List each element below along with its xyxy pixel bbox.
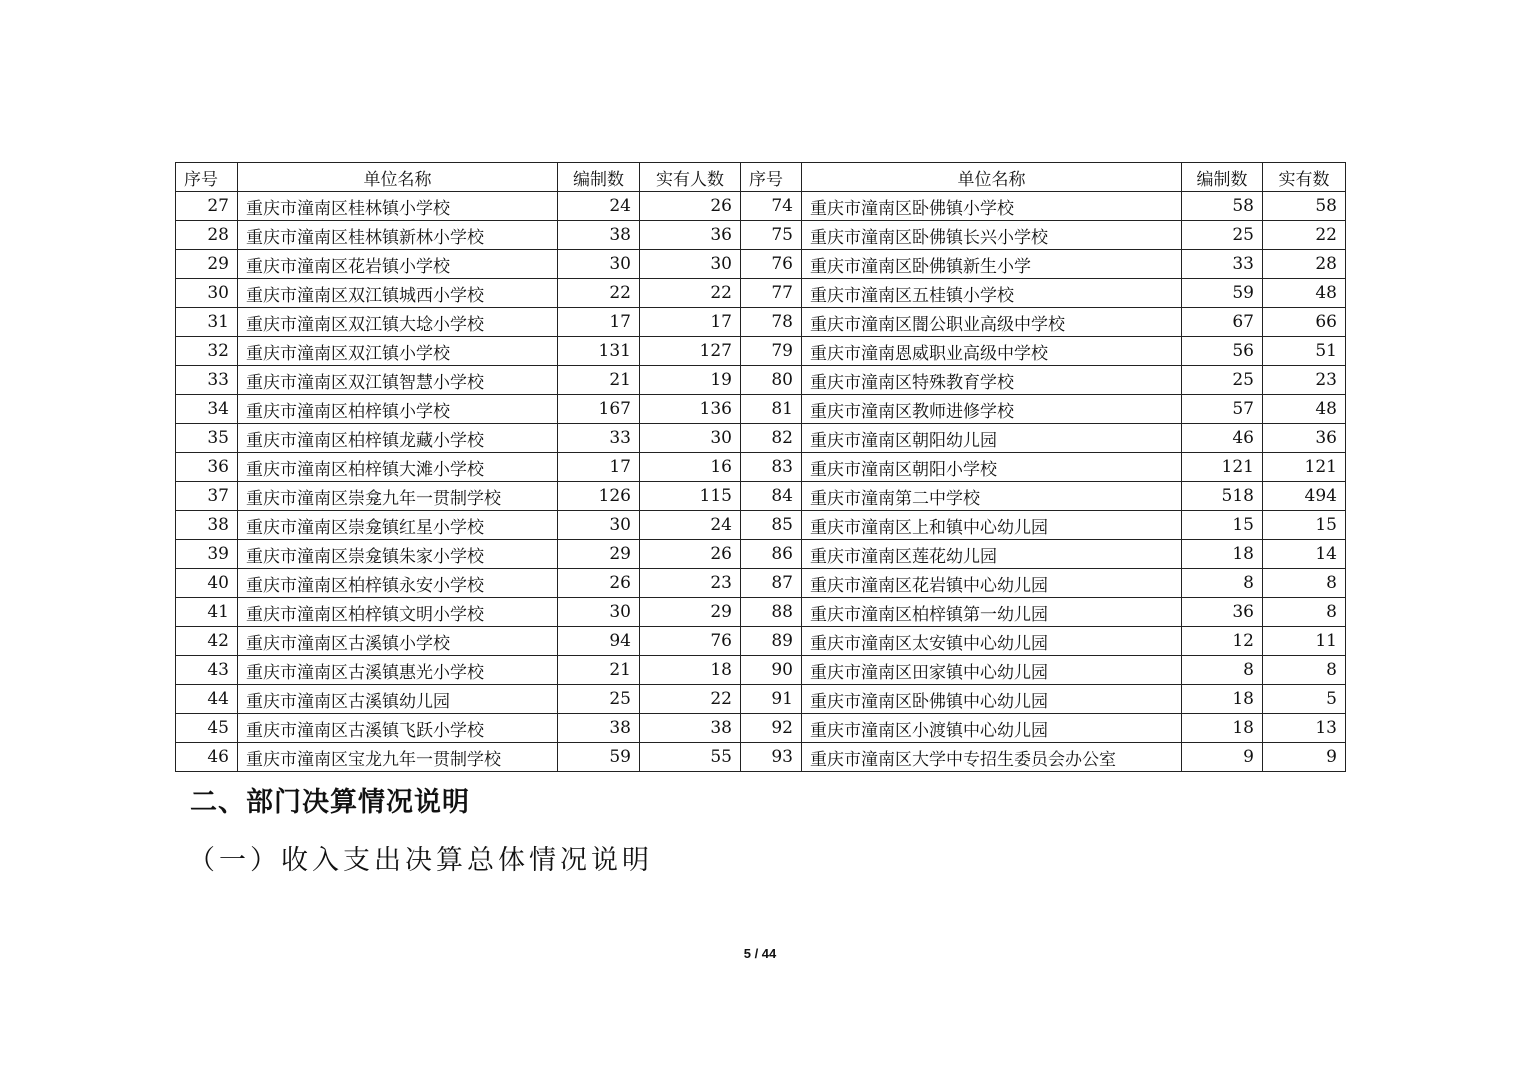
cell-actual: 26 xyxy=(640,540,741,569)
cell-seq: 41 xyxy=(176,598,238,627)
cell-actual: 55 xyxy=(640,743,741,772)
table-row xyxy=(176,192,1346,221)
cell-actual: 9 xyxy=(1263,743,1346,772)
cell-actual: 17 xyxy=(640,308,741,337)
cell-actual: 15 xyxy=(1263,511,1346,540)
cell-unit-name: 重庆市潼南区田家镇中心幼儿园 xyxy=(802,656,1182,685)
table-row xyxy=(176,714,1346,743)
cell-unit-name: 重庆市潼南区太安镇中心幼儿园 xyxy=(802,627,1182,656)
table-row xyxy=(176,511,1346,540)
cell-actual: 11 xyxy=(1263,627,1346,656)
table-row xyxy=(176,685,1346,714)
cell-seq: 32 xyxy=(176,337,238,366)
cell-actual: 48 xyxy=(1263,395,1346,424)
cell-quota: 30 xyxy=(558,511,640,540)
cell-unit-name: 重庆市潼南区柏梓镇大滩小学校 xyxy=(238,453,558,482)
cell-quota: 22 xyxy=(558,279,640,308)
cell-actual: 121 xyxy=(1263,453,1346,482)
cell-seq: 40 xyxy=(176,569,238,598)
cell-unit-name: 重庆市潼南区古溪镇小学校 xyxy=(238,627,558,656)
cell-unit-name: 重庆市潼南区五桂镇小学校 xyxy=(802,279,1182,308)
cell-seq: 86 xyxy=(741,540,802,569)
cell-seq: 30 xyxy=(176,279,238,308)
cell-seq: 91 xyxy=(741,685,802,714)
cell-actual: 51 xyxy=(1263,337,1346,366)
table-row xyxy=(176,424,1346,453)
cell-quota: 67 xyxy=(1182,308,1263,337)
cell-unit-name: 重庆市潼南区桂林镇新林小学校 xyxy=(238,221,558,250)
cell-seq: 45 xyxy=(176,714,238,743)
header-actual-1: 实有人数 xyxy=(640,163,741,192)
cell-quota: 25 xyxy=(558,685,640,714)
cell-actual: 23 xyxy=(1263,366,1346,395)
header-seq-1: 序号 xyxy=(176,163,238,192)
cell-seq: 46 xyxy=(176,743,238,772)
cell-unit-name: 重庆市潼南区古溪镇飞跃小学校 xyxy=(238,714,558,743)
cell-seq: 80 xyxy=(741,366,802,395)
cell-actual: 30 xyxy=(640,424,741,453)
cell-quota: 518 xyxy=(1182,482,1263,511)
cell-quota: 8 xyxy=(1182,656,1263,685)
cell-unit-name: 重庆市潼南区花岩镇中心幼儿园 xyxy=(802,569,1182,598)
cell-seq: 77 xyxy=(741,279,802,308)
cell-actual: 38 xyxy=(640,714,741,743)
cell-actual: 136 xyxy=(640,395,741,424)
cell-actual: 8 xyxy=(1263,569,1346,598)
table-row xyxy=(176,656,1346,685)
cell-unit-name: 重庆市潼南区双江镇城西小学校 xyxy=(238,279,558,308)
table-row xyxy=(176,337,1346,366)
cell-seq: 37 xyxy=(176,482,238,511)
cell-quota: 21 xyxy=(558,366,640,395)
cell-unit-name: 重庆市潼南区卧佛镇长兴小学校 xyxy=(802,221,1182,250)
cell-seq: 36 xyxy=(176,453,238,482)
cell-actual: 26 xyxy=(640,192,741,221)
cell-seq: 35 xyxy=(176,424,238,453)
cell-unit-name: 重庆市潼南区卧佛镇中心幼儿园 xyxy=(802,685,1182,714)
cell-seq: 31 xyxy=(176,308,238,337)
cell-actual: 8 xyxy=(1263,598,1346,627)
cell-quota: 25 xyxy=(1182,366,1263,395)
cell-unit-name: 重庆市潼南区柏梓镇龙藏小学校 xyxy=(238,424,558,453)
cell-unit-name: 重庆市潼南区柏梓镇小学校 xyxy=(238,395,558,424)
cell-actual: 22 xyxy=(1263,221,1346,250)
cell-quota: 38 xyxy=(558,714,640,743)
header-actual-2: 实有数 xyxy=(1263,163,1346,192)
cell-actual: 22 xyxy=(640,685,741,714)
cell-seq: 33 xyxy=(176,366,238,395)
cell-seq: 42 xyxy=(176,627,238,656)
cell-seq: 29 xyxy=(176,250,238,279)
cell-quota: 18 xyxy=(1182,685,1263,714)
cell-unit-name: 重庆市潼南区桂林镇小学校 xyxy=(238,192,558,221)
cell-seq: 83 xyxy=(741,453,802,482)
cell-quota: 15 xyxy=(1182,511,1263,540)
table-row xyxy=(176,482,1346,511)
table-row xyxy=(176,308,1346,337)
cell-unit-name: 重庆市潼南区大学中专招生委员会办公室 xyxy=(802,743,1182,772)
header-unit-name-1: 单位名称 xyxy=(238,163,558,192)
cell-seq: 81 xyxy=(741,395,802,424)
cell-actual: 16 xyxy=(640,453,741,482)
cell-quota: 36 xyxy=(1182,598,1263,627)
cell-actual: 29 xyxy=(640,598,741,627)
cell-actual: 494 xyxy=(1263,482,1346,511)
subsection-heading: （一）收入支出决算总体情况说明 xyxy=(188,845,653,876)
cell-unit-name: 重庆市潼南第二中学校 xyxy=(802,482,1182,511)
cell-actual: 36 xyxy=(1263,424,1346,453)
cell-quota: 18 xyxy=(1182,714,1263,743)
cell-quota: 58 xyxy=(1182,192,1263,221)
cell-quota: 17 xyxy=(558,308,640,337)
header-seq-2: 序号 xyxy=(741,163,802,192)
header-quota-1: 编制数 xyxy=(558,163,640,192)
staffing-table xyxy=(175,162,1346,772)
table-row xyxy=(176,279,1346,308)
section-heading: 二、部门决算情况说明 xyxy=(190,787,470,818)
table-row xyxy=(176,366,1346,395)
cell-quota: 59 xyxy=(558,743,640,772)
cell-quota: 59 xyxy=(1182,279,1263,308)
cell-unit-name: 重庆市潼南区花岩镇小学校 xyxy=(238,250,558,279)
header-quota-2: 编制数 xyxy=(1182,163,1263,192)
cell-unit-name: 重庆市潼南区莲花幼儿园 xyxy=(802,540,1182,569)
cell-actual: 18 xyxy=(640,656,741,685)
cell-actual: 127 xyxy=(640,337,741,366)
cell-unit-name: 重庆市潼南区宝龙九年一贯制学校 xyxy=(238,743,558,772)
cell-unit-name: 重庆市潼南区朝阳幼儿园 xyxy=(802,424,1182,453)
cell-actual: 28 xyxy=(1263,250,1346,279)
cell-quota: 126 xyxy=(558,482,640,511)
cell-unit-name: 重庆市潼南区柏梓镇文明小学校 xyxy=(238,598,558,627)
cell-quota: 17 xyxy=(558,453,640,482)
cell-quota: 25 xyxy=(1182,221,1263,250)
cell-actual: 13 xyxy=(1263,714,1346,743)
cell-quota: 29 xyxy=(558,540,640,569)
cell-quota: 12 xyxy=(1182,627,1263,656)
cell-seq: 44 xyxy=(176,685,238,714)
cell-seq: 88 xyxy=(741,598,802,627)
cell-quota: 8 xyxy=(1182,569,1263,598)
cell-seq: 43 xyxy=(176,656,238,685)
cell-unit-name: 重庆市潼南区柏梓镇永安小学校 xyxy=(238,569,558,598)
table-body xyxy=(176,192,1346,772)
cell-seq: 28 xyxy=(176,221,238,250)
cell-actual: 115 xyxy=(640,482,741,511)
cell-actual: 48 xyxy=(1263,279,1346,308)
cell-seq: 85 xyxy=(741,511,802,540)
cell-unit-name: 重庆市潼南区小渡镇中心幼儿园 xyxy=(802,714,1182,743)
cell-quota: 167 xyxy=(558,395,640,424)
cell-actual: 19 xyxy=(640,366,741,395)
cell-unit-name: 重庆市潼南区朝阳小学校 xyxy=(802,453,1182,482)
cell-quota: 57 xyxy=(1182,395,1263,424)
cell-actual: 76 xyxy=(640,627,741,656)
table-row xyxy=(176,743,1346,772)
cell-unit-name: 重庆市潼南区双江镇小学校 xyxy=(238,337,558,366)
cell-unit-name: 重庆市潼南区双江镇大埝小学校 xyxy=(238,308,558,337)
cell-actual: 58 xyxy=(1263,192,1346,221)
cell-seq: 27 xyxy=(176,192,238,221)
cell-actual: 30 xyxy=(640,250,741,279)
cell-quota: 9 xyxy=(1182,743,1263,772)
cell-quota: 121 xyxy=(1182,453,1263,482)
cell-seq: 76 xyxy=(741,250,802,279)
cell-unit-name: 重庆市潼南区教师进修学校 xyxy=(802,395,1182,424)
cell-seq: 38 xyxy=(176,511,238,540)
cell-quota: 24 xyxy=(558,192,640,221)
cell-unit-name: 重庆市潼南区崇龛九年一贯制学校 xyxy=(238,482,558,511)
cell-actual: 66 xyxy=(1263,308,1346,337)
cell-quota: 56 xyxy=(1182,337,1263,366)
cell-actual: 23 xyxy=(640,569,741,598)
table-header-row xyxy=(176,163,1346,192)
cell-seq: 39 xyxy=(176,540,238,569)
table-row xyxy=(176,395,1346,424)
cell-quota: 30 xyxy=(558,250,640,279)
cell-seq: 90 xyxy=(741,656,802,685)
cell-seq: 89 xyxy=(741,627,802,656)
cell-quota: 131 xyxy=(558,337,640,366)
cell-unit-name: 重庆市潼南区柏梓镇第一幼儿园 xyxy=(802,598,1182,627)
cell-unit-name: 重庆市潼南区双江镇智慧小学校 xyxy=(238,366,558,395)
cell-unit-name: 重庆市潼南区闇公职业高级中学校 xyxy=(802,308,1182,337)
cell-actual: 14 xyxy=(1263,540,1346,569)
cell-quota: 38 xyxy=(558,221,640,250)
cell-unit-name: 重庆市潼南区崇龛镇朱家小学校 xyxy=(238,540,558,569)
cell-seq: 75 xyxy=(741,221,802,250)
cell-quota: 33 xyxy=(558,424,640,453)
cell-seq: 82 xyxy=(741,424,802,453)
cell-actual: 8 xyxy=(1263,656,1346,685)
cell-unit-name: 重庆市潼南恩威职业高级中学校 xyxy=(802,337,1182,366)
cell-seq: 79 xyxy=(741,337,802,366)
cell-actual: 36 xyxy=(640,221,741,250)
cell-actual: 24 xyxy=(640,511,741,540)
cell-quota: 33 xyxy=(1182,250,1263,279)
cell-quota: 26 xyxy=(558,569,640,598)
table-row xyxy=(176,221,1346,250)
table-row xyxy=(176,250,1346,279)
header-unit-name-2: 单位名称 xyxy=(802,163,1182,192)
cell-quota: 21 xyxy=(558,656,640,685)
cell-unit-name: 重庆市潼南区古溪镇幼儿园 xyxy=(238,685,558,714)
cell-seq: 78 xyxy=(741,308,802,337)
cell-quota: 94 xyxy=(558,627,640,656)
cell-unit-name: 重庆市潼南区卧佛镇新生小学 xyxy=(802,250,1182,279)
table-row xyxy=(176,453,1346,482)
table-row xyxy=(176,598,1346,627)
cell-seq: 34 xyxy=(176,395,238,424)
cell-seq: 74 xyxy=(741,192,802,221)
cell-quota: 30 xyxy=(558,598,640,627)
cell-seq: 92 xyxy=(741,714,802,743)
cell-unit-name: 重庆市潼南区卧佛镇小学校 xyxy=(802,192,1182,221)
cell-unit-name: 重庆市潼南区崇龛镇红星小学校 xyxy=(238,511,558,540)
cell-seq: 87 xyxy=(741,569,802,598)
page-number: 5 / 44 xyxy=(743,946,777,961)
cell-unit-name: 重庆市潼南区特殊教育学校 xyxy=(802,366,1182,395)
table-row xyxy=(176,540,1346,569)
cell-quota: 18 xyxy=(1182,540,1263,569)
cell-actual: 5 xyxy=(1263,685,1346,714)
cell-unit-name: 重庆市潼南区上和镇中心幼儿园 xyxy=(802,511,1182,540)
cell-actual: 22 xyxy=(640,279,741,308)
cell-seq: 93 xyxy=(741,743,802,772)
cell-quota: 46 xyxy=(1182,424,1263,453)
cell-unit-name: 重庆市潼南区古溪镇惠光小学校 xyxy=(238,656,558,685)
cell-seq: 84 xyxy=(741,482,802,511)
table-row xyxy=(176,569,1346,598)
table-row xyxy=(176,627,1346,656)
